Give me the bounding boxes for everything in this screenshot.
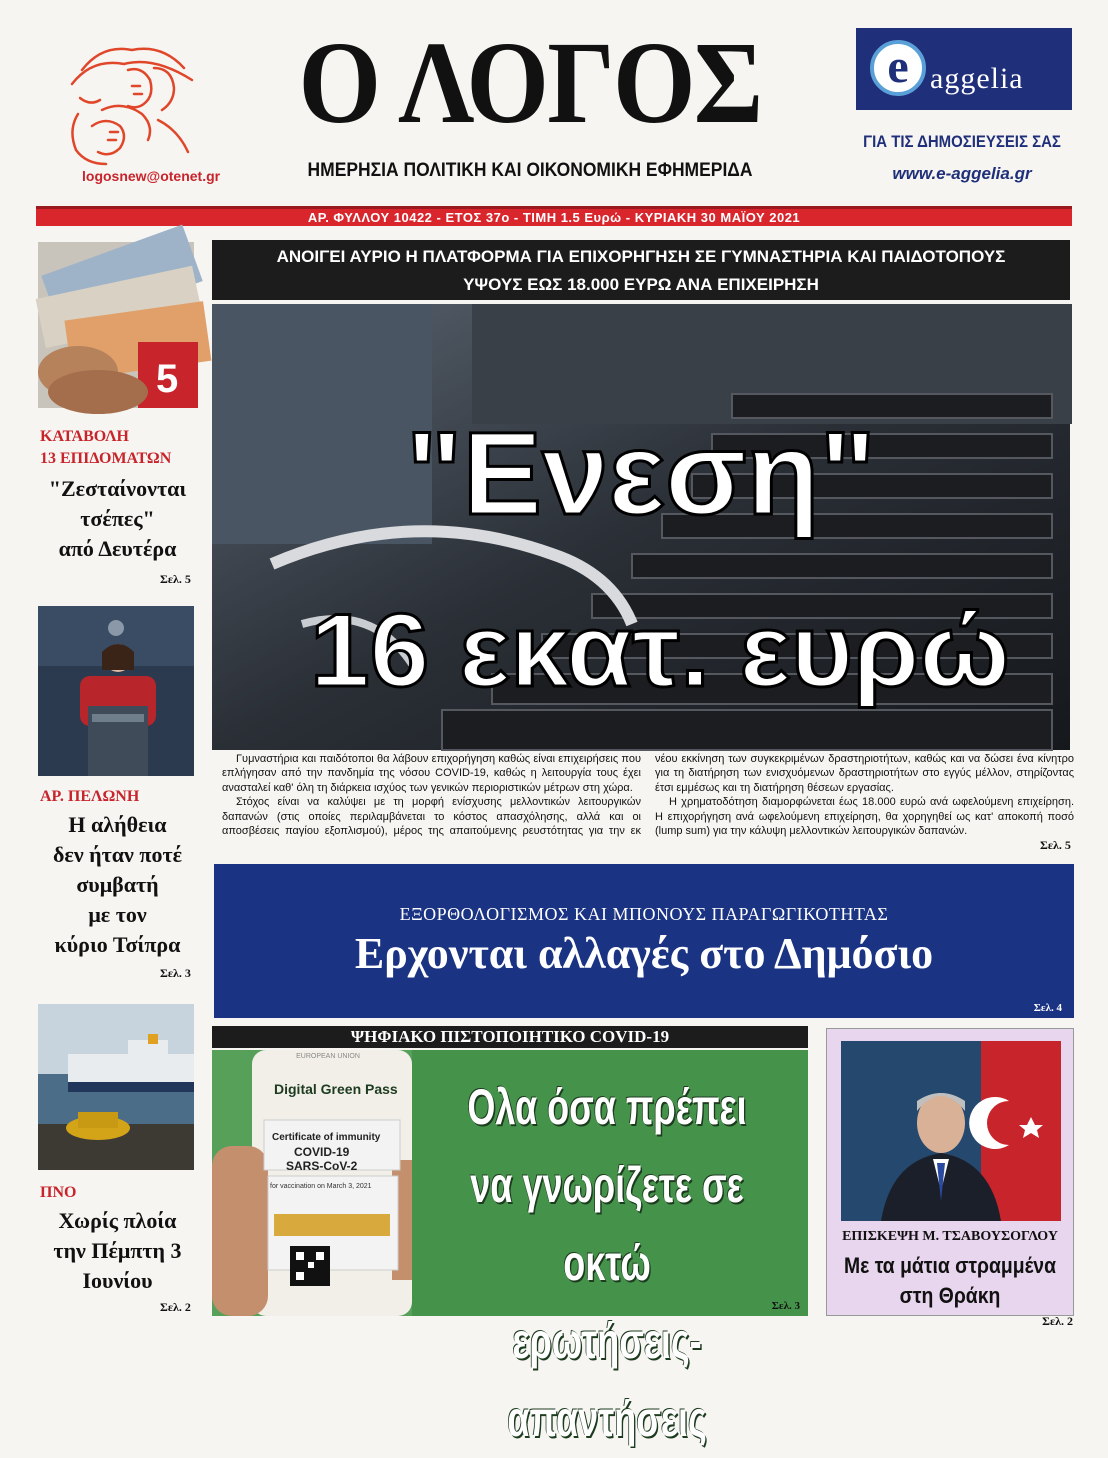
public-sector-page-ref: Σελ. 4	[1033, 1002, 1062, 1014]
covid-story[interactable]	[212, 1050, 808, 1447]
sidebar-3-page-ref: Σελ. 2	[160, 1300, 191, 1314]
lead-body-paragraph: Στόχος είναι να καλύψει με τη μορφή ενίσχυσης μελλοντικών λειτουργικών δαπανών (στις οποίες περιλαμβάνεται το κόστος απασχόλησης, αλλά και οι αποσβέσεις παγίου εξοπλισμού), μέρος της απαιτούμενης ρευστότητας για την εκ νέου εκκίνηση των συγκεκριμένων δραστηριοτήτων, καθώς και να δώσει ένα κίνητρο για τη διατήρηση των ενισχυόμενων δραστηριοτήτων στο εγγύς μέλλον, στηρίζοντας έτσι εμμέσως και τη διατήρηση θέσεων εργασίας.	[222, 753, 1074, 838]
sidebar-3-headline-line: Χωρίς πλοία	[58, 1208, 177, 1233]
lead-article-body	[222, 752, 1074, 838]
eaggelia-brand-text: aggelia	[930, 62, 1024, 95]
sidebar-1-kicker-1: ΚΑΤΑΒΟΛΗ	[40, 428, 129, 445]
sidebar-3-headline-line: την Πέμπτη 3	[53, 1238, 182, 1263]
public-sector-story[interactable]	[214, 864, 1074, 1018]
issue-info-bar: ΑΡ. ΦΥΛΛΟΥ 10422 - ΕΤΟΣ 37ο - ΤΙΜΗ 1.5 Ευρώ - ΚΥΡΙΑΚΗ 30 ΜΑΪΟΥ 2021	[36, 206, 1072, 226]
newspaper-title: Ο ΛΟΓΟΣ	[298, 17, 762, 148]
sidebar-1-headline-line: "Ζεσταίνονται	[48, 476, 187, 501]
sidebar-2-headline-line: με τον	[88, 902, 147, 927]
sidebar-3-headline[interactable]	[40, 1206, 195, 1296]
money-photo-image	[38, 242, 194, 408]
sidebar-1-page-ref: Σελ. 5	[160, 572, 191, 586]
lead-headline-line-1: "Ενεση"	[406, 408, 876, 540]
pass-certificate: Certificate of immunity	[272, 1132, 381, 1143]
lead-headline-art	[212, 304, 1070, 750]
pass-vaccination: for vaccination on March 3, 2021	[270, 1183, 372, 1190]
lead-kicker-line: ΥΨΟΥΣ ΕΩΣ 18.000 ΕΥΡΩ ΑΝΑ ΕΠΙΧΕΙΡΗΣΗ	[463, 275, 819, 294]
eaggelia-tagline: ΓΙΑ ΤΙΣ ΔΗΜΟΣΙΕΥΣΕΙΣ ΣΑΣ	[863, 132, 1061, 151]
minister-photo	[841, 1041, 1061, 1221]
masthead-logo-art	[62, 40, 204, 168]
sidebar-1-headline-line: από Δευτέρα	[58, 536, 177, 561]
public-sector-headline: Ερχονται αλλαγές στο Δημόσιο	[354, 929, 934, 978]
lead-kicker-line: ΑΝΟΙΓΕΙ ΑΥΡΙΟ Η ΠΛΑΤΦΟΡΜΑ ΓΙΑ ΕΠΙΧΟΡΗΓΗΣΗ ΣΕ ΓΥΜΝΑΣΤΗΡΙΑ ΚΑΙ ΠΑΙΔΟΤΟΠΟΥΣ	[276, 247, 1006, 266]
lead-body-paragraph: Η χρηματοδότηση διαμορφώνεται έως 18.000 ευρώ ανά ωφελούμενη επιχείρηση. Η επιχορήγηση ανά ωφελούμενη επιχείρηση, θα χορηγηθεί ως κατ' αποκοπή ποσό (lump sum) για την κάλυψη μελλοντικών λειτουργικών δαπανών.	[655, 796, 1074, 838]
spokesperson-photo-image	[38, 606, 194, 776]
covid-headline-line: ερωτήσεις-απαντήσεις	[507, 1313, 707, 1447]
sidebar-1-headline[interactable]	[40, 474, 195, 564]
sidebar-2-page-ref: Σελ. 3	[160, 966, 191, 980]
sidebar-2-headline-line: Η αλήθεια	[68, 812, 167, 837]
spokesperson-photo	[38, 606, 194, 776]
covid-headline-line: να γνωρίζετε σε οκτώ	[470, 1157, 744, 1291]
phone-pass-illustration	[212, 1050, 412, 1316]
sidebar-2-headline-line: κύριο Τσίπρα	[54, 932, 181, 957]
visit-headline-line: στη Θράκη	[899, 1283, 1001, 1308]
sidebar-3-kicker: ΠΝΟ	[40, 1184, 77, 1201]
contact-email[interactable]: logosnew@otenet.gr	[82, 168, 221, 184]
lead-headline-line-2: 16 εκατ. ευρώ	[310, 593, 1010, 709]
pass-line-2: SARS-CoV-2	[286, 1159, 358, 1173]
pass-union: EUROPEAN UNION	[296, 1053, 360, 1060]
svg-text:5: 5	[156, 357, 179, 401]
eaggelia-url[interactable]: www.e-aggelia.gr	[892, 164, 1032, 183]
covid-page-ref: Σελ. 3	[771, 1300, 800, 1312]
covid-headline	[459, 1068, 754, 1458]
covid-kicker-bar: ΨΗΦΙΑΚΟ ΠΙΣΤΟΠΟΙΗΤΙΚΟ COVID-19	[212, 1026, 808, 1048]
sidebar-2-headline-line: δεν ήταν ποτέ	[53, 842, 182, 867]
pass-line-1: COVID-19	[294, 1145, 350, 1159]
ship-photo-image	[38, 1004, 194, 1170]
visit-headline-line: Με τα μάτια στραμμένα	[844, 1253, 1056, 1278]
minister-photo-image	[841, 1041, 1061, 1221]
covid-headline-line: Ολα όσα πρέπει	[467, 1079, 747, 1135]
lead-page-ref: Σελ. 5	[1040, 838, 1071, 852]
sidebar-2-headline-line: συμβατή	[76, 872, 159, 897]
eaggelia-e-icon: e	[870, 40, 926, 96]
lead-kicker-bar	[212, 240, 1070, 300]
sidebar-1-headline-line: τσέπες"	[80, 506, 155, 531]
visit-headline	[842, 1251, 1058, 1311]
ship-photo	[38, 1004, 194, 1170]
cavusoglu-visit-story[interactable]	[826, 1028, 1074, 1328]
public-sector-kicker: ΕΞΟΡΘΟΛΟΓΙΣΜΟΣ ΚΑΙ ΜΠΟΝΟΥΣ ΠΑΡΑΓΩΓΙΚΟΤΗΤΑΣ	[399, 904, 889, 924]
pass-title: Digital Green Pass	[274, 1081, 398, 1097]
visit-kicker: ΕΠΙΣΚΕΨΗ Μ. ΤΣΑΒΟΥΣΟΓΛΟΥ	[842, 1229, 1058, 1244]
sidebar-1-kicker-2: 13 ΕΠΙΔΟΜΑΤΩΝ	[40, 450, 172, 467]
gym-weights-photo[interactable]	[212, 304, 1070, 750]
eaggelia-ad-logo[interactable]	[856, 28, 1072, 110]
sidebar-3-headline-line: Ιουνίου	[82, 1268, 153, 1293]
lead-body-paragraph: Γυμναστήρια και παιδότοποι θα λάβουν επιχορήγηση καθώς είναι επιχειρήσεις που επλήγησαν από την πανδημία της νόσου COVID-19, καθώς η λειτουργία τους έχει ανασταλεί καθ' όλη τη διάρκεια ισχύος των γενικών περιοριστικών μέτρων στη χώρα.	[222, 753, 641, 794]
sidebar-2-kicker: ΑΡ. ΠΕΛΩΝΗ	[40, 788, 140, 805]
visit-page-ref: Σελ. 2	[1042, 1314, 1073, 1328]
newspaper-subtitle: ΗΜΕΡΗΣΙΑ ΠΟΛΙΤΙΚΗ ΚΑΙ ΟΙΚΟΝΟΜΙΚΗ ΕΦΗΜΕΡΙΔΑ	[307, 160, 753, 181]
sidebar-2-headline[interactable]	[40, 810, 195, 960]
money-photo	[38, 242, 194, 408]
